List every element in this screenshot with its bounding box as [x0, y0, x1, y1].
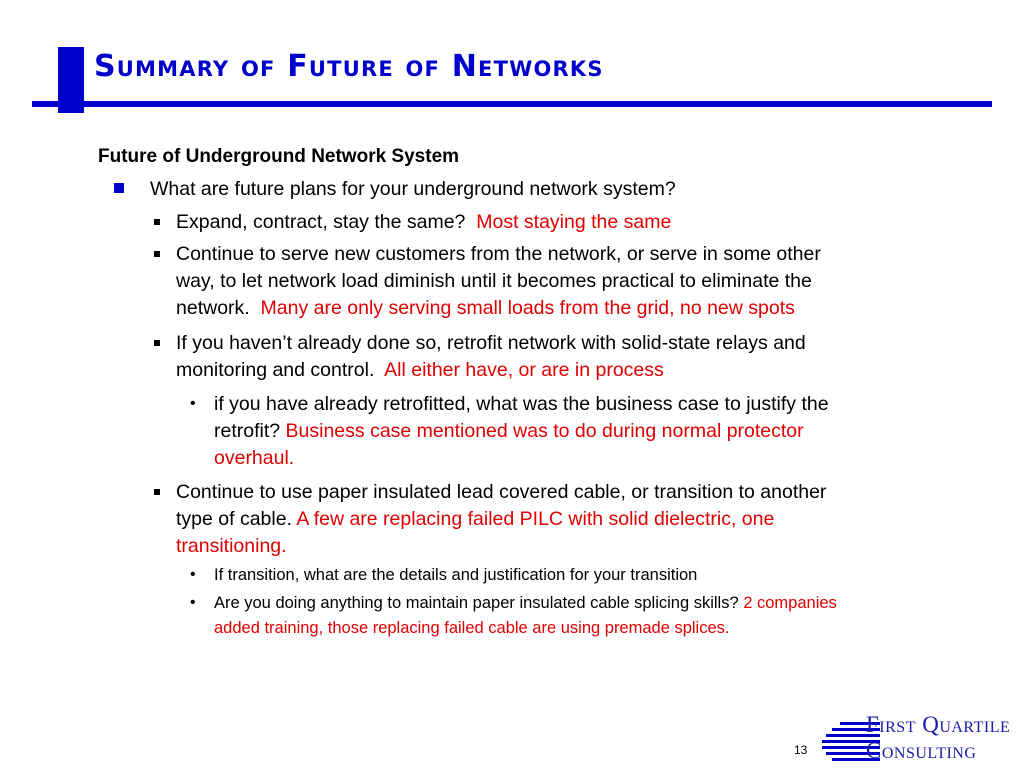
- bullet-cable-answer: A few are replacing failed PILC with solid dielectric, one: [296, 508, 775, 530]
- bullet-serve-question-end: network.: [176, 297, 250, 319]
- small-square-bullet-icon: [154, 340, 160, 346]
- sub-bullet-business-case-answer: Business case mentioned was to do during normal protector: [285, 420, 804, 442]
- bullet-retrofit-line1: If you haven’t already done so, retrofit network with solid-state relays and: [176, 332, 806, 354]
- section-heading: Future of Underground Network System: [98, 146, 460, 167]
- small-square-bullet-icon: [154, 219, 160, 225]
- bullet-retrofit-answer: All either have, or are in process: [384, 359, 664, 381]
- sub-bullet-business-case-question-end: retrofit?: [214, 420, 281, 442]
- sub-bullet-splicing-answer-start: 2 companies: [743, 594, 837, 612]
- dot-bullet-icon: •: [190, 566, 196, 583]
- square-bullet-icon: [114, 183, 124, 193]
- sub-bullet-business-case-line1: if you have already retrofitted, what was the business case to justify the: [214, 393, 829, 415]
- question-text: What are future plans for your underground network system?: [150, 178, 676, 200]
- page-number: 13: [794, 743, 808, 757]
- bullet-serve-line1: Continue to serve new customers from the network, or serve in some other: [176, 243, 821, 265]
- bullet-serve-line2: way, to let network load diminish until it becomes practical to eliminate the: [176, 270, 812, 292]
- bullet-retrofit-question-end: monitoring and control.: [176, 359, 375, 381]
- sub-bullet-splicing-question: Are you doing anything to maintain paper insulated cable splicing skills?: [214, 594, 739, 612]
- bullet-retrofit-line2: [176, 359, 664, 382]
- small-square-bullet-icon: [154, 251, 160, 257]
- bullet-cable-question-end: type of cable.: [176, 508, 292, 530]
- sub-bullet-business-case-line3: overhaul.: [214, 447, 295, 469]
- company-logo: [820, 712, 1024, 768]
- bullet-expand-question: Expand, contract, stay the same?: [176, 211, 466, 233]
- bullet-expand: [176, 211, 671, 234]
- dot-bullet-icon: •: [190, 395, 196, 412]
- sub-bullet-transition: If transition, what are the details and justification for your transition: [214, 566, 698, 584]
- logo-line-1: First Quartile: [866, 712, 1011, 737]
- bullet-serve-answer: Many are only serving small loads from the grid, no new spots: [260, 297, 795, 319]
- slide-title: Summary of Future of Networks: [94, 49, 604, 84]
- dot-bullet-icon: •: [190, 594, 196, 611]
- sub-bullet-business-case-line2: [214, 420, 804, 443]
- small-square-bullet-icon: [154, 489, 160, 495]
- bullet-cable-line2: [176, 508, 774, 531]
- bullet-cable-line1: Continue to use paper insulated lead covered cable, or transition to another: [176, 481, 827, 503]
- sub-bullet-splicing-line1: [214, 594, 837, 613]
- bullet-cable-line3: transitioning.: [176, 535, 287, 557]
- logo-wordmark: [866, 712, 1010, 764]
- logo-line-2: Consulting: [866, 738, 977, 763]
- bullet-expand-answer: Most staying the same: [476, 211, 672, 233]
- sub-bullet-splicing-line2: added training, those replacing failed cable are using premade splices.: [214, 619, 730, 637]
- bullet-serve-line3: [176, 297, 795, 320]
